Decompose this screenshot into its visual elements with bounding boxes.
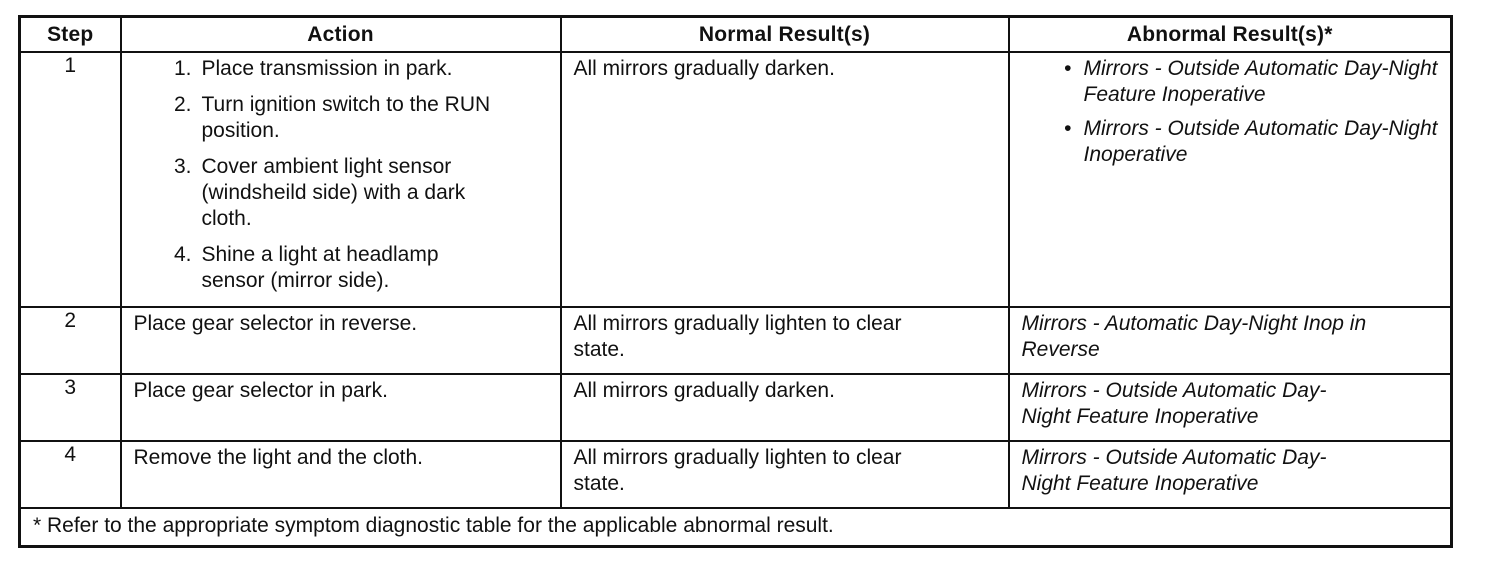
table-row [20, 307, 1452, 374]
list-item [1022, 56, 1443, 108]
list-item-text: Shine a light at headlamp sensor (mirror side). [201, 243, 439, 292]
abnormal-result-cell [1009, 52, 1452, 307]
normal-result-cell: All mirrors gradually darken. [561, 374, 1009, 441]
footnote: * Refer to the appropriate symptom diagnostic table for the applicable abnormal result. [20, 508, 1452, 547]
list-item [134, 92, 552, 144]
list-item [1022, 116, 1443, 168]
table-row [20, 374, 1452, 441]
bullet-icon: • [1064, 117, 1072, 140]
step-number: 2 [20, 307, 121, 374]
header-row [20, 17, 1452, 53]
footnote-row [20, 508, 1452, 547]
step-number: 3 [20, 374, 121, 441]
table-row [20, 441, 1452, 508]
action-list [134, 56, 552, 294]
list-item-number: 4. [173, 243, 192, 266]
list-item-text: Cover ambient light sensor (windsheild side) with a dark cloth. [201, 155, 466, 230]
header-step: Step [20, 17, 121, 53]
list-item-text: Mirrors - Outside Automatic Day-Night Inoperative [1083, 117, 1438, 166]
normal-result-cell [561, 441, 1009, 508]
diagnostic-table [18, 15, 1453, 548]
abnormal-result-text: Mirrors - Outside Automatic Day-Night Feature Inoperative [1021, 446, 1327, 495]
abnormal-result-text: Mirrors - Outside Automatic Day-Night Feature Inoperative [1021, 379, 1327, 428]
list-item-text: Turn ignition switch to the RUN position. [201, 93, 491, 142]
action-cell: Place gear selector in park. [121, 374, 561, 441]
list-item [134, 242, 552, 294]
list-item [134, 56, 552, 82]
normal-result-cell [561, 307, 1009, 374]
abnormal-list [1022, 56, 1443, 168]
header-abnormal-results: Abnormal Result(s)* [1009, 17, 1452, 53]
step-number: 1 [20, 52, 121, 307]
list-item-number: 2. [173, 93, 192, 116]
step-number: 4 [20, 441, 121, 508]
normal-result-text: All mirrors gradually lighten to clear state. [573, 446, 902, 495]
normal-result-text: All mirrors gradually lighten to clear state. [573, 312, 902, 361]
header-normal-results: Normal Result(s) [561, 17, 1009, 53]
abnormal-result-cell: Mirrors - Automatic Day-Night Inop in Reverse [1009, 307, 1452, 374]
list-item-text: Place transmission in park. [201, 57, 453, 80]
action-cell [121, 52, 561, 307]
abnormal-result-cell [1009, 374, 1452, 441]
normal-result-cell: All mirrors gradually darken. [561, 52, 1009, 307]
action-cell: Remove the light and the cloth. [121, 441, 561, 508]
list-item-number: 1. [173, 57, 192, 80]
abnormal-result-cell [1009, 441, 1452, 508]
list-item-number: 3. [173, 155, 192, 178]
action-cell: Place gear selector in reverse. [121, 307, 561, 374]
bullet-icon: • [1064, 57, 1072, 80]
table-row [20, 52, 1452, 307]
list-item [134, 154, 552, 232]
header-action: Action [121, 17, 561, 53]
list-item-text: Mirrors - Outside Automatic Day-Night Feature Inoperative [1083, 57, 1438, 106]
